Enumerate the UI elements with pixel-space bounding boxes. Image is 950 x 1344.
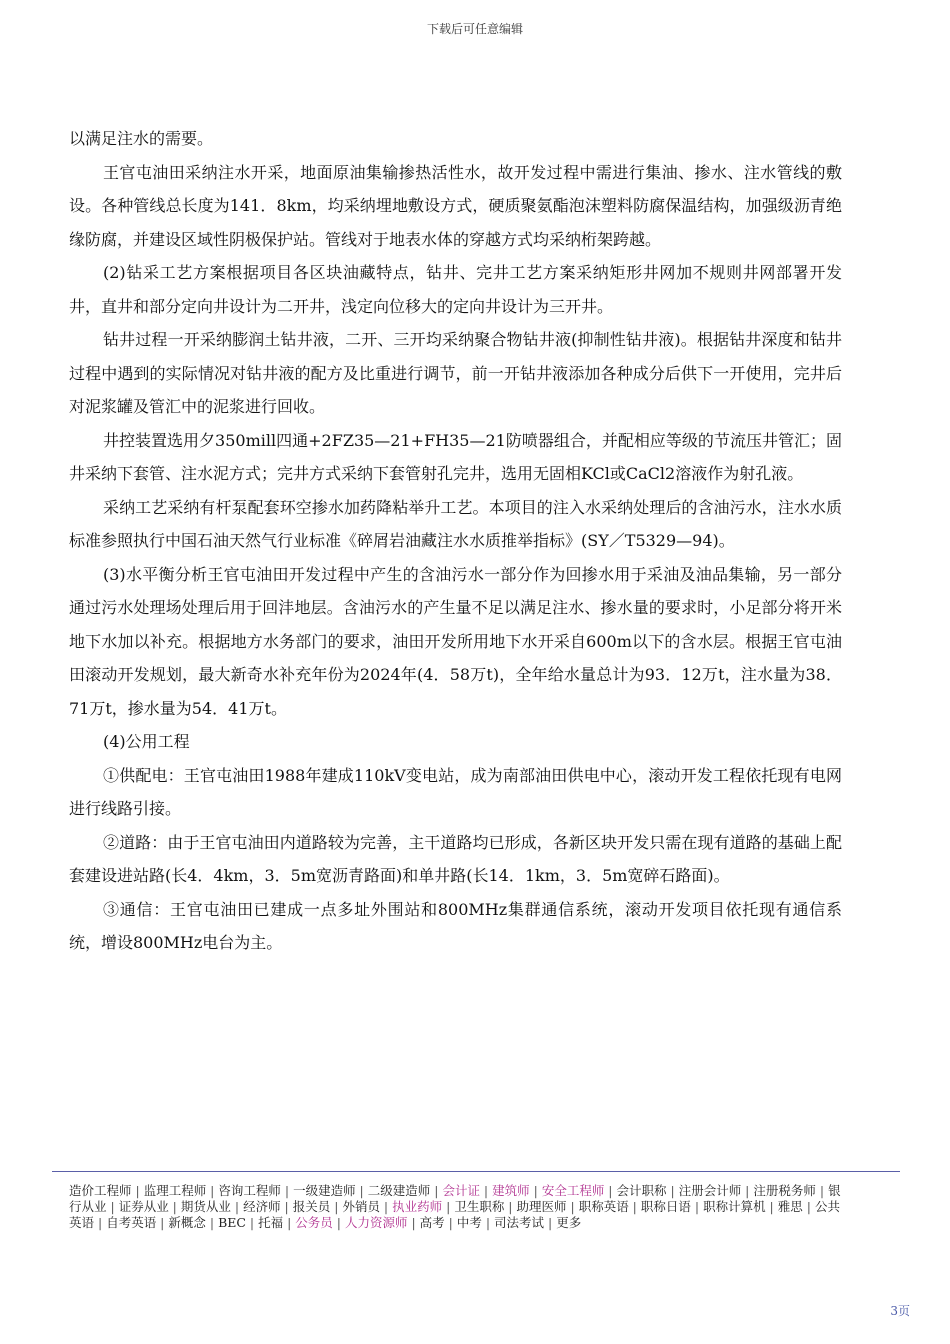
footer-link[interactable]: 人力资源师	[344, 1215, 408, 1230]
link-separator: |	[206, 1183, 219, 1198]
footer-link[interactable]: 公务员	[295, 1215, 333, 1230]
footer-link[interactable]: 二级建造师	[367, 1183, 431, 1198]
link-separator: |	[156, 1215, 169, 1230]
link-separator: |	[628, 1199, 641, 1214]
page-number: 3页	[890, 1304, 910, 1318]
link-separator: |	[690, 1199, 704, 1214]
footer-link[interactable]: 中考	[456, 1215, 482, 1230]
link-separator: |	[106, 1199, 119, 1214]
paragraph: 井控装置选用夕350mill四通+2FZ35—21+FH35—21防喷器组合，并配相应等级的节流压井管汇；固井采纳下套管、注水泥方式；完井方式采纳下套管射孔完井，选用无固相KCl或CaCl2溶液作为射孔液。	[69, 430, 842, 483]
paragraph: (2)钻采工艺方案根据项目各区块油藏特点，钻井、完井工艺方案采纳矩形井网加不规则井网部署开发井，直井和部分定向井设计为二开井，浅定向位移大的定向井设计为三开井。	[69, 263, 842, 316]
link-separator: |	[504, 1199, 517, 1214]
link-separator: |	[205, 1215, 219, 1230]
link-separator: |	[94, 1215, 107, 1230]
link-separator: |	[566, 1199, 579, 1214]
paragraph: 钻井过程一开采纳膨润土钻井液，二开、三开均采纳聚合物钻井液(抑制性钻井液)。根据钻井深度和钻井过程中遇到的实际情况对钻井液的配方及比重进行调节，前一开钻井液添加各种成分后供下一开使用，完井后对泥浆罐及管汇中的泥浆进行回收。	[69, 330, 842, 416]
link-separator: |	[741, 1183, 754, 1198]
footer-link[interactable]: 咨询工程师	[218, 1183, 281, 1198]
link-separator: |	[765, 1199, 778, 1214]
link-separator: |	[330, 1199, 343, 1214]
footer-link[interactable]: 注册会计师	[678, 1183, 742, 1198]
footer-link[interactable]: 卫生职称	[454, 1199, 505, 1214]
footer-link[interactable]: 建筑师	[492, 1183, 530, 1198]
footer-link[interactable]: 新概念	[168, 1215, 206, 1230]
paragraph: 以满足注水的需要。	[69, 129, 214, 148]
link-separator: |	[230, 1199, 244, 1214]
footer-link[interactable]: BEC	[218, 1215, 246, 1230]
footer-link[interactable]: 职称日语	[640, 1199, 691, 1214]
link-separator: |	[407, 1215, 420, 1230]
footer-link[interactable]: 会计证	[442, 1183, 480, 1198]
link-separator: |	[280, 1183, 294, 1198]
footer-link[interactable]: 造价工程师	[69, 1183, 132, 1198]
paragraph: 采纳工艺采纳有杆泵配套环空掺水加药降粘举升工艺。本项目的注入水采纳处理后的含油污水，注水水质标准参照执行中国石油天然气行业标准《碎屑岩油藏注水水质推举指标》(SY／T5329—94)。	[69, 497, 842, 550]
footer-link[interactable]: 注册税务师	[753, 1183, 816, 1198]
footer-link[interactable]: 报关员	[292, 1199, 331, 1214]
link-separator: |	[430, 1183, 443, 1198]
link-separator: |	[280, 1199, 293, 1214]
link-separator: |	[168, 1199, 181, 1214]
footer-link[interactable]: 期货从业	[180, 1199, 231, 1214]
footer-link[interactable]: 雅思	[777, 1199, 803, 1214]
footer-link[interactable]: 执业药师	[392, 1199, 443, 1214]
footer-link[interactable]: 银行从业	[69, 1183, 841, 1214]
link-separator: |	[815, 1183, 829, 1198]
link-separator: |	[245, 1215, 259, 1230]
footer-divider	[52, 1171, 900, 1172]
paragraph: ②道路：由于王官屯油田内道路较为完善，主干道路均已形成，各新区块开发只需在现有道路的基础上配套建设进站路(长4．4km，3．5m宽沥青路面)和单井路(长14．1km，3．5m宽碎石路面)。	[69, 832, 842, 885]
link-separator: |	[283, 1215, 296, 1230]
link-separator: |	[479, 1183, 493, 1198]
link-separator: |	[481, 1215, 495, 1230]
link-separator: |	[529, 1183, 542, 1198]
footer-link[interactable]: 监理工程师	[143, 1183, 207, 1198]
link-separator: |	[802, 1199, 815, 1214]
footer-link[interactable]: 证券从业	[118, 1199, 169, 1214]
footer-link-bar	[69, 1183, 844, 1231]
section-heading: (4)公用工程	[103, 732, 190, 751]
footer-link[interactable]: 公共英语	[69, 1199, 840, 1230]
document-body	[69, 122, 842, 960]
paragraph: 王官屯油田采纳注水开采，地面原油集输掺热活性水，故开发过程中需进行集油、掺水、注水管线的敷设。各种管线总长度为141．8km，均采纳埋地敷设方式，硬质聚氨酯泡沫塑料防腐保温结构，加强级沥青绝缘防腐，并建设区域性阴极保护站。管线对于地表水体的穿越方式均采纳桁架跨越。	[69, 162, 842, 249]
link-separator: |	[379, 1199, 393, 1214]
footer-link[interactable]: 司法考试	[494, 1215, 545, 1230]
footer-link[interactable]: 一级建造师	[293, 1183, 356, 1198]
footer-link[interactable]: 外销员	[342, 1199, 380, 1214]
footer-link[interactable]: 更多	[556, 1215, 582, 1230]
footer-link[interactable]: 托福	[258, 1215, 284, 1230]
link-separator: |	[355, 1183, 368, 1198]
paragraph: ①供配电：王官屯油田1988年建成110kV变电站，成为南部油田供电中心，滚动开发工程依托现有电网进行线路引接。	[69, 765, 842, 818]
footer-link[interactable]: 高考	[419, 1215, 445, 1230]
header-note: 下载后可任意编辑	[426, 22, 523, 36]
footer-link[interactable]: 自考英语	[106, 1215, 157, 1230]
footer-link[interactable]: 职称计算机	[703, 1199, 766, 1214]
link-separator: |	[544, 1215, 557, 1230]
link-separator: |	[332, 1215, 345, 1230]
footer-link[interactable]: 经济师	[243, 1199, 281, 1214]
footer-link[interactable]: 会计职称	[616, 1183, 667, 1198]
paragraph: ③通信：王官屯油田已建成一点多址外围站和800MHz集群通信系统，滚动开发项目依托现有通信系统，增设800MHz电台为主。	[69, 899, 842, 952]
paragraph: (3)水平衡分析王官屯油田开发过程中产生的含油污水一部分作为回掺水用于采油及油品集输，另一部分通过污水处理场处理后用于回沣地层。含油污水的产生量不足以满足注水、掺水量的要求时，小足部分将开米地下水加以补充。根据地方水务部门的要求，油田开发所用地下水开采自600m以下的含水层。根据王官屯油田滚动开发规划，最大新奇水补充年份为2024年(4．58万t)，全年给水量总计为93．12万t，注水量为38．71万t，掺水量为54．41万t。	[69, 564, 842, 718]
link-separator: |	[131, 1183, 144, 1198]
link-separator: |	[442, 1199, 455, 1214]
footer-link[interactable]: 安全工程师	[541, 1183, 605, 1198]
footer-link[interactable]: 职称英语	[578, 1199, 629, 1214]
link-separator: |	[604, 1183, 617, 1198]
link-separator: |	[666, 1183, 679, 1198]
footer-link[interactable]: 助理医师	[516, 1199, 567, 1214]
link-separator: |	[444, 1215, 457, 1230]
